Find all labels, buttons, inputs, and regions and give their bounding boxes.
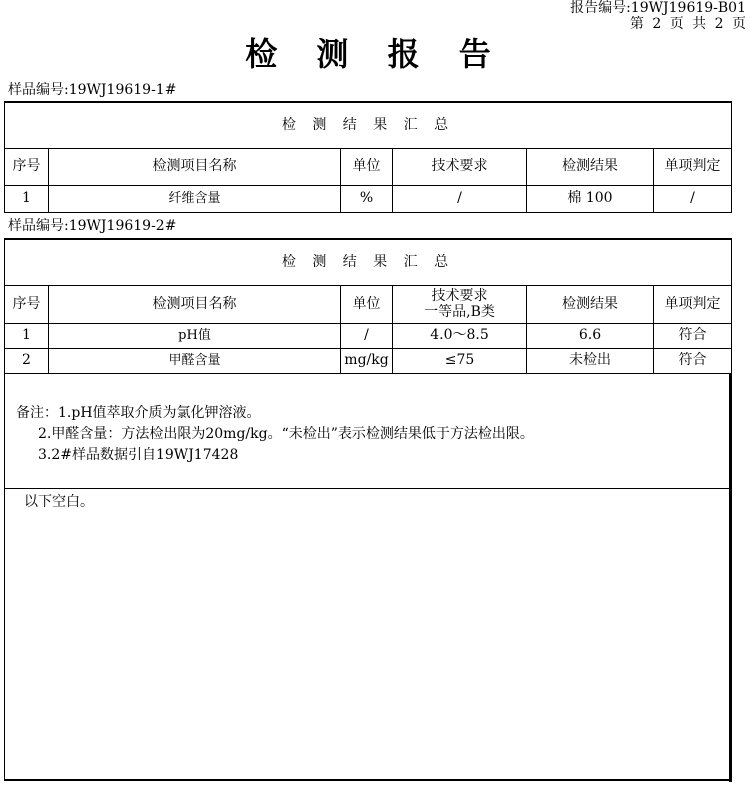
col-header-requirement: 技术要求 xyxy=(393,148,527,185)
col-header-requirement: 技术要求 一等品,B类 xyxy=(393,285,527,323)
cell-requirement: ≤75 xyxy=(393,348,527,373)
cell-judgement: 符合 xyxy=(654,323,732,348)
cell-item: 甲醛含量 xyxy=(49,348,341,373)
note-line-2: 2.甲醛含量：方法检出限为20mg/kg。“未检出”表示检测结果低于方法检出限。 xyxy=(38,426,534,442)
col-header-item: 检测项目名称 xyxy=(49,285,341,323)
sample-2-results-table xyxy=(4,238,732,374)
cell-result: 未检出 xyxy=(527,348,654,373)
table-caption: 检 测 结 果 汇 总 xyxy=(5,102,732,148)
cell-result: 棉 100 xyxy=(527,185,654,212)
cell-item: 纤维含量 xyxy=(49,185,341,212)
col-header-result: 检测结果 xyxy=(527,148,654,185)
page-title: 检 测 报 告 xyxy=(245,35,505,73)
note-line-3: 3.2#样品数据引自19WJ17428 xyxy=(38,447,239,463)
col-header-index: 序号 xyxy=(5,285,49,323)
sample-1-label: 样品编号:19WJ19619-1# xyxy=(8,82,177,98)
col-header-unit: 单位 xyxy=(341,285,393,323)
table-header-row xyxy=(5,285,732,323)
col-header-result: 检测结果 xyxy=(527,285,654,323)
cell-judgement: 符合 xyxy=(654,348,732,373)
table-header-row xyxy=(5,148,732,185)
col-header-item: 检测项目名称 xyxy=(49,148,341,185)
frame-right-edge xyxy=(729,374,732,782)
cell-unit: mg/kg xyxy=(341,348,393,373)
col-header-unit: 单位 xyxy=(341,148,393,185)
cell-requirement: / xyxy=(393,185,527,212)
notes-divider xyxy=(4,488,731,489)
cell-item: pH值 xyxy=(49,323,341,348)
col-header-index: 序号 xyxy=(5,148,49,185)
cell-index: 1 xyxy=(5,185,49,212)
cell-unit: % xyxy=(341,185,393,212)
cell-requirement: 4.0～8.5 xyxy=(393,323,527,348)
note-line-1: 备注：1.pH值萃取介质为氯化钾溶液。 xyxy=(16,405,261,421)
table-caption: 检 测 结 果 汇 总 xyxy=(5,239,732,285)
col-header-judgement: 单项判定 xyxy=(654,148,732,185)
report-number: 报告编号:19WJ19619-B01 xyxy=(570,0,746,16)
page-info: 第 2 页 共 2 页 xyxy=(629,16,748,32)
col-header-judgement: 单项判定 xyxy=(654,285,732,323)
cell-unit: / xyxy=(341,323,393,348)
cell-result: 6.6 xyxy=(527,323,654,348)
cell-judgement: / xyxy=(654,185,732,212)
blank-remainder-text: 以下空白。 xyxy=(24,494,94,510)
table-row xyxy=(5,348,732,373)
cell-index: 1 xyxy=(5,323,49,348)
table-row xyxy=(5,185,732,212)
sample-2-label: 样品编号:19WJ19619-2# xyxy=(8,218,177,234)
sample-1-results-table xyxy=(4,101,732,213)
table-row xyxy=(5,323,732,348)
cell-index: 2 xyxy=(5,348,49,373)
